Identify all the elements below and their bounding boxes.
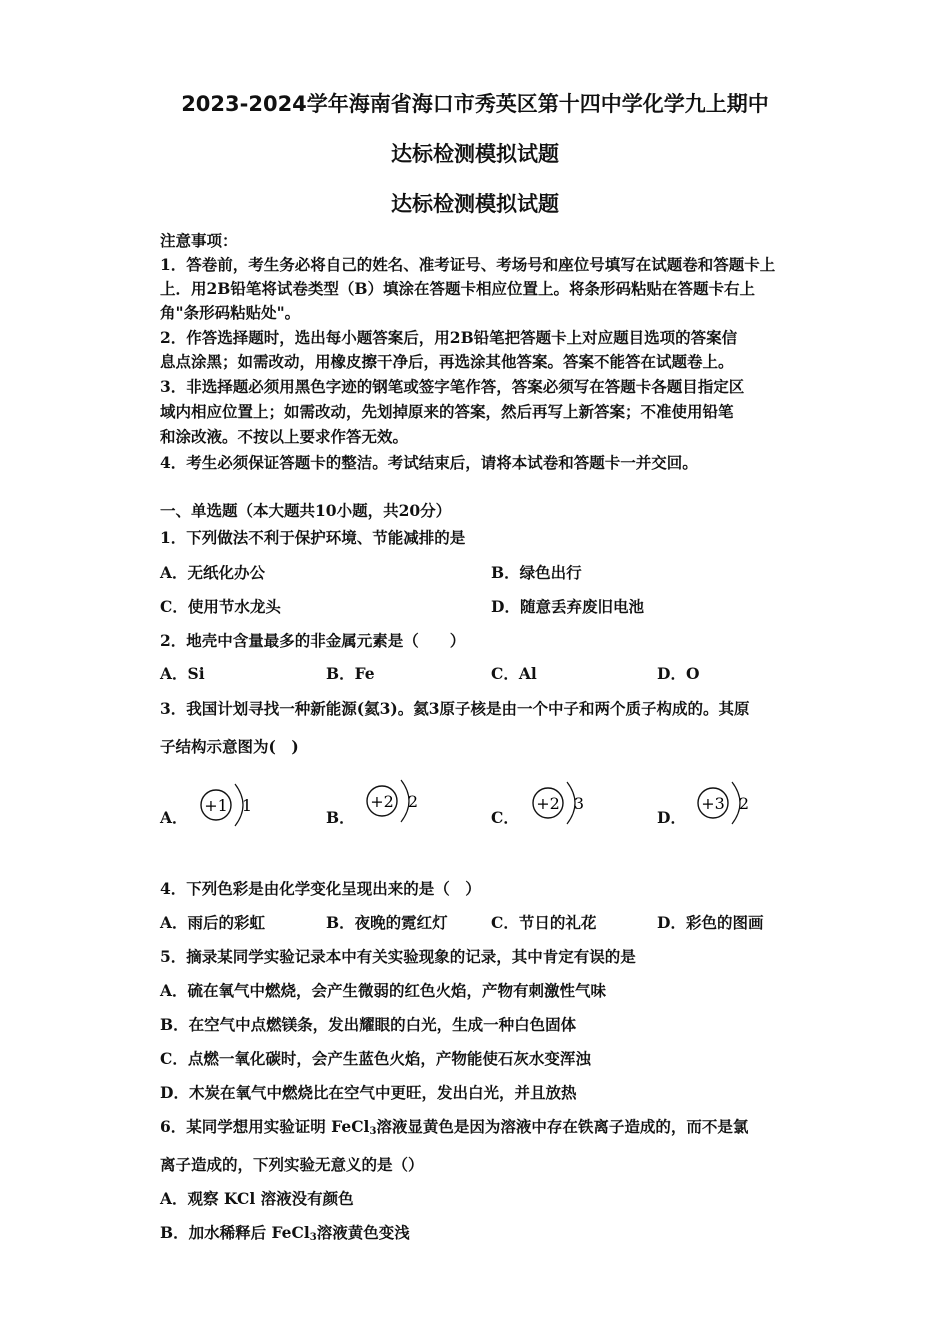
question-4-option-c: C．节日的礼花 [491,913,597,932]
atom-diagram-d [692,778,762,832]
exam-title-line-3: 达标检测模拟试题 [391,192,559,216]
question-2-stem: 2．地壳中含量最多的非金属元素是（ ） [160,631,466,650]
question-1-stem: 1．下列做法不利于保护环境、节能减排的是 [160,528,466,547]
atom-diagram-c [527,778,597,832]
question-4-option-d: D．彩色的图画 [657,913,764,932]
question-4-option-a: A．雨后的彩虹 [160,913,266,932]
question-5-option-a: A．硫在氧气中燃烧，会产生微弱的红色火焰，产物有刺激性气味 [160,981,607,1000]
shell-electrons-b: 2 [407,792,419,811]
notice-line: 上．用2B铅笔将试卷类型（B）填涂在答题卡相应位置上。将条形码粘贴在答题卡右上 [160,279,755,298]
notice-line: 角"条形码粘贴处"。 [160,303,301,322]
question-6-option-b: B．加水稀释后 FeCl$_3$溶液黄色变浅 [160,1223,410,1243]
exam-title-line-2: 达标检测模拟试题 [391,142,559,166]
shell-electrons-a: 1 [241,796,253,815]
question-2-option-d: D．O [657,664,700,683]
question-3-stem-line-1: 3．我国计划寻找一种新能源(氦3)。氦3原子核是由一个中子和两个质子构成的。其原 [160,699,750,718]
nucleus-charge-a: +1 [204,796,228,815]
nucleus-charge-d: +3 [701,794,725,813]
section-heading: 一、单选题（本大题共10小题，共20分） [160,501,452,520]
notice-line: 4．考生必须保证答题卡的整洁。考试结束后，请将本试卷和答题卡一并交回。 [160,453,698,472]
question-6-option-a: A．观察 KCl 溶液没有颜色 [160,1189,354,1208]
exam-title-line-1: 2023-2024学年海南省海口市秀英区第十四中学化学九上期中 [181,92,769,116]
question-6-stem-line-1: 6．某同学想用实验证明 FeCl$_3$溶液显黄色是因为溶液中存在铁离子造成的，而不是氯 [160,1117,749,1137]
question-2-option-a: A．Si [160,664,205,683]
atom-diagram-b [361,776,431,830]
shell-electrons-d: 2 [738,794,750,813]
notice-line: 息点涂黑；如需改动，用橡皮擦干净后，再选涂其他答案。答案不能答在试题卷上。 [160,352,734,371]
question-4-stem: 4．下列色彩是由化学变化呈现出来的是（ ） [160,879,481,898]
atom-diagram-a [195,780,265,834]
notice-line: 2．作答选择题时，选出每小题答案后，用2B铅笔把答题卡上对应题目选项的答案信 [160,328,738,347]
question-3-option-c-label: C． [491,808,519,827]
nucleus-charge-b: +2 [370,792,394,811]
question-3-stem-line-2: 子结构示意图为( ) [160,737,299,756]
notice-line: 3．非选择题必须用黑色字迹的钢笔或签字笔作答，答案必须写在答题卡各题目指定区 [160,377,745,396]
question-2-option-b: B．Fe [326,664,375,683]
shell-electrons-c: 3 [573,794,585,813]
question-1-option-c: C．使用节水龙头 [160,597,281,616]
question-5-stem: 5．摘录某同学实验记录本中有关实验现象的记录，其中肯定有误的是 [160,947,636,966]
question-1-option-b: B．绿色出行 [491,563,582,582]
question-5-option-b: B．在空气中点燃镁条，发出耀眼的白光，生成一种白色固体 [160,1015,577,1034]
question-2-option-c: C．Al [491,664,537,683]
question-5-option-d: D．木炭在氧气中燃烧比在空气中更旺，发出白光，并且放热 [160,1083,577,1102]
question-3-option-b-label: B． [326,808,355,827]
notice-line: 1．答卷前，考生务必将自己的姓名、准考证号、考场号和座位号填写在试题卷和答题卡上 [160,255,776,274]
question-6-stem-line-2: 离子造成的，下列实验无意义的是（） [160,1155,424,1174]
question-3-option-d-label: D． [657,808,686,827]
notice-line: 域内相应位置上；如需改动，先划掉原来的答案，然后再写上新答案；不准使用铅笔 [160,402,734,421]
question-4-option-b: B．夜晚的霓红灯 [326,913,448,932]
nucleus-charge-c: +2 [536,794,560,813]
notice-line: 和涂改液。不按以上要求作答无效。 [160,427,409,446]
question-3-option-a-label: A． [160,808,188,827]
question-1-option-d: D．随意丢弃废旧电池 [491,597,644,616]
question-1-option-a: A．无纸化办公 [160,563,266,582]
notice-heading: 注意事项： [160,231,238,250]
question-5-option-c: C．点燃一氧化碳时，会产生蓝色火焰，产物能使石灰水变浑浊 [160,1049,591,1068]
